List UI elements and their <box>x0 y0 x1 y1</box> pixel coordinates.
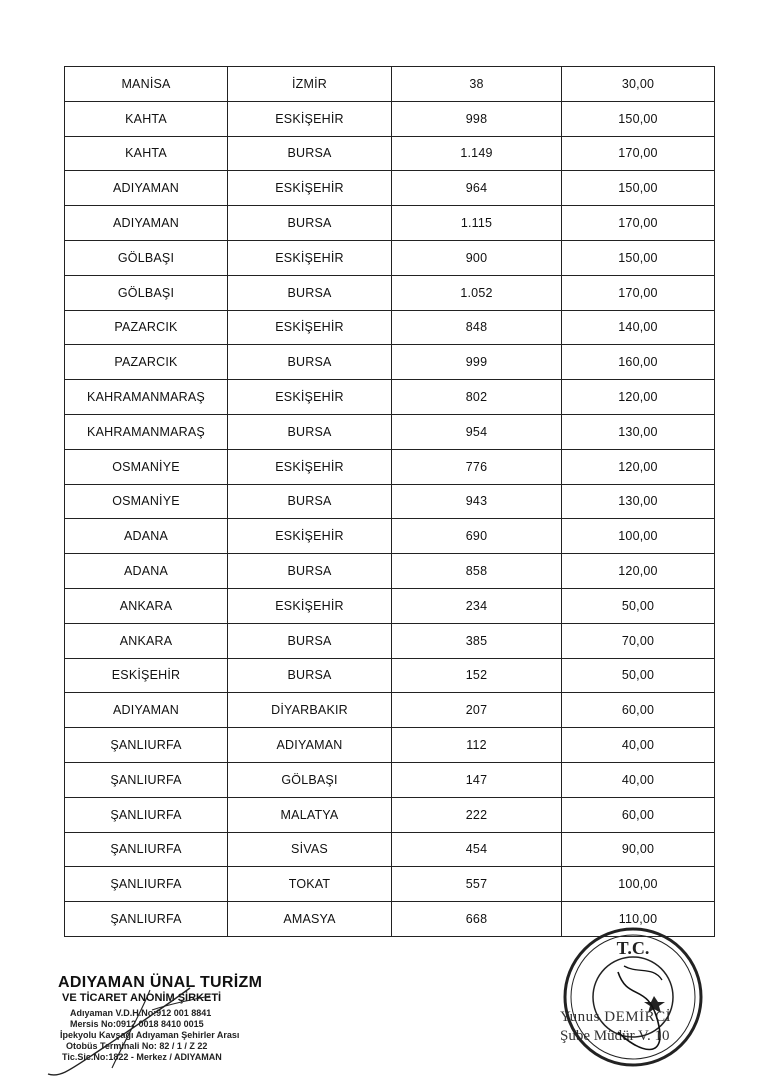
distance-cell: 776 <box>392 449 562 484</box>
table-row <box>65 762 715 797</box>
fare-cell: 130,00 <box>562 414 715 449</box>
fare-cell: 60,00 <box>562 693 715 728</box>
table-row <box>65 67 715 102</box>
company-tax-line: Adıyaman V.D.H.No:912 001 8841 <box>70 1008 212 1018</box>
destination-cell: ESKİŞEHİR <box>228 380 392 415</box>
distance-cell: 668 <box>392 902 562 937</box>
fare-cell: 40,00 <box>562 762 715 797</box>
distance-cell: 848 <box>392 310 562 345</box>
distance-cell: 1.115 <box>392 206 562 241</box>
table-row <box>65 728 715 763</box>
distance-cell: 557 <box>392 867 562 902</box>
distance-cell: 999 <box>392 345 562 380</box>
fare-cell: 150,00 <box>562 240 715 275</box>
table-row <box>65 554 715 589</box>
destination-cell: BURSA <box>228 136 392 171</box>
table-row <box>65 310 715 345</box>
company-stamp <box>40 970 280 1080</box>
company-mersis-line: Mersis No:0912 0018 8410 0015 <box>70 1019 204 1029</box>
distance-cell: 112 <box>392 728 562 763</box>
table-row <box>65 693 715 728</box>
origin-cell: KAHTA <box>65 136 228 171</box>
destination-cell: BURSA <box>228 658 392 693</box>
distance-cell: 690 <box>392 519 562 554</box>
fare-cell: 30,00 <box>562 67 715 102</box>
fare-cell: 150,00 <box>562 171 715 206</box>
fare-cell: 170,00 <box>562 275 715 310</box>
distance-cell: 385 <box>392 623 562 658</box>
destination-cell: İZMİR <box>228 67 392 102</box>
table-row <box>65 588 715 623</box>
fare-cell: 140,00 <box>562 310 715 345</box>
destination-cell: MALATYA <box>228 797 392 832</box>
table-row <box>65 136 715 171</box>
destination-cell: ESKİŞEHİR <box>228 519 392 554</box>
destination-cell: TOKAT <box>228 867 392 902</box>
fare-cell: 90,00 <box>562 832 715 867</box>
distance-cell: 943 <box>392 484 562 519</box>
fare-table <box>64 66 715 937</box>
fare-cell: 120,00 <box>562 449 715 484</box>
table-row <box>65 658 715 693</box>
table-row <box>65 275 715 310</box>
origin-cell: KAHTA <box>65 101 228 136</box>
destination-cell: BURSA <box>228 345 392 380</box>
distance-cell: 954 <box>392 414 562 449</box>
destination-cell: ESKİŞEHİR <box>228 310 392 345</box>
table-row <box>65 623 715 658</box>
destination-cell: GÖLBAŞI <box>228 762 392 797</box>
table-row <box>65 380 715 415</box>
origin-cell: ADANA <box>65 554 228 589</box>
company-name: ADIYAMAN ÜNAL TURİZM <box>58 974 263 991</box>
signatory-name: Yunus DEMİRCİ <box>560 1009 672 1025</box>
company-address-line: İpekyolu Kavşağı Adıyaman Şehirler Arası <box>60 1030 240 1040</box>
destination-cell: BURSA <box>228 554 392 589</box>
distance-cell: 152 <box>392 658 562 693</box>
fare-cell: 170,00 <box>562 206 715 241</box>
distance-cell: 207 <box>392 693 562 728</box>
fare-cell: 120,00 <box>562 380 715 415</box>
distance-cell: 454 <box>392 832 562 867</box>
distance-cell: 1.052 <box>392 275 562 310</box>
destination-cell: BURSA <box>228 275 392 310</box>
destination-cell: ADIYAMAN <box>228 728 392 763</box>
distance-cell: 900 <box>392 240 562 275</box>
destination-cell: BURSA <box>228 484 392 519</box>
distance-cell: 234 <box>392 588 562 623</box>
origin-cell: ADANA <box>65 519 228 554</box>
origin-cell: ANKARA <box>65 588 228 623</box>
official-seal <box>558 922 708 1072</box>
table-row <box>65 797 715 832</box>
table-row <box>65 867 715 902</box>
destination-cell: DİYARBAKIR <box>228 693 392 728</box>
origin-cell: MANİSA <box>65 67 228 102</box>
distance-cell: 998 <box>392 101 562 136</box>
origin-cell: ŞANLIURFA <box>65 832 228 867</box>
origin-cell: ŞANLIURFA <box>65 728 228 763</box>
destination-cell: BURSA <box>228 623 392 658</box>
distance-cell: 147 <box>392 762 562 797</box>
fare-table-body <box>65 67 715 937</box>
company-terminal-line: Otobüs Terminali No: 82 / 1 / Z 22 <box>66 1041 208 1051</box>
fare-cell: 120,00 <box>562 554 715 589</box>
table-row <box>65 171 715 206</box>
fare-cell: 50,00 <box>562 658 715 693</box>
origin-cell: ŞANLIURFA <box>65 797 228 832</box>
origin-cell: ŞANLIURFA <box>65 762 228 797</box>
fare-cell: 170,00 <box>562 136 715 171</box>
origin-cell: GÖLBAŞI <box>65 240 228 275</box>
origin-cell: ADIYAMAN <box>65 171 228 206</box>
table-row <box>65 101 715 136</box>
origin-cell: ADIYAMAN <box>65 206 228 241</box>
fare-cell: 150,00 <box>562 101 715 136</box>
seal-signature <box>618 972 660 1050</box>
destination-cell: BURSA <box>228 206 392 241</box>
origin-cell: PAZARCIK <box>65 310 228 345</box>
origin-cell: ŞANLIURFA <box>65 867 228 902</box>
distance-cell: 1.149 <box>392 136 562 171</box>
origin-cell: GÖLBAŞI <box>65 275 228 310</box>
fare-cell: 50,00 <box>562 588 715 623</box>
fare-cell: 40,00 <box>562 728 715 763</box>
company-registry-line: Tic.Sic.No:1822 - Merkez / ADIYAMAN <box>62 1052 222 1062</box>
fare-cell: 100,00 <box>562 867 715 902</box>
company-signature-scrawl <box>40 970 280 1080</box>
destination-cell: ESKİŞEHİR <box>228 449 392 484</box>
fare-cell: 60,00 <box>562 797 715 832</box>
destination-cell: AMASYA <box>228 902 392 937</box>
origin-cell: KAHRAMANMARAŞ <box>65 414 228 449</box>
destination-cell: ESKİŞEHİR <box>228 171 392 206</box>
fare-cell: 160,00 <box>562 345 715 380</box>
fare-cell: 70,00 <box>562 623 715 658</box>
fare-cell: 100,00 <box>562 519 715 554</box>
signatory-title: Şube Müdür V. 10 <box>560 1028 670 1044</box>
distance-cell: 964 <box>392 171 562 206</box>
table-row <box>65 345 715 380</box>
destination-cell: SİVAS <box>228 832 392 867</box>
table-row <box>65 519 715 554</box>
destination-cell: BURSA <box>228 414 392 449</box>
company-type: VE TİCARET ANONİM ŞİRKETİ <box>62 992 222 1004</box>
origin-cell: PAZARCIK <box>65 345 228 380</box>
distance-cell: 222 <box>392 797 562 832</box>
origin-cell: ŞANLIURFA <box>65 902 228 937</box>
origin-cell: OSMANİYE <box>65 449 228 484</box>
table-row <box>65 832 715 867</box>
destination-cell: ESKİŞEHİR <box>228 240 392 275</box>
table-row <box>65 484 715 519</box>
seal-emblem-text: T.C. <box>616 938 650 958</box>
origin-cell: ANKARA <box>65 623 228 658</box>
destination-cell: ESKİŞEHİR <box>228 588 392 623</box>
distance-cell: 802 <box>392 380 562 415</box>
fare-cell: 110,00 <box>562 902 715 937</box>
origin-cell: ADIYAMAN <box>65 693 228 728</box>
table-row <box>65 414 715 449</box>
distance-cell: 38 <box>392 67 562 102</box>
distance-cell: 858 <box>392 554 562 589</box>
origin-cell: KAHRAMANMARAŞ <box>65 380 228 415</box>
table-row <box>65 449 715 484</box>
table-row <box>65 206 715 241</box>
table-row <box>65 240 715 275</box>
fare-cell: 130,00 <box>562 484 715 519</box>
destination-cell: ESKİŞEHİR <box>228 101 392 136</box>
origin-cell: OSMANİYE <box>65 484 228 519</box>
origin-cell: ESKİŞEHİR <box>65 658 228 693</box>
